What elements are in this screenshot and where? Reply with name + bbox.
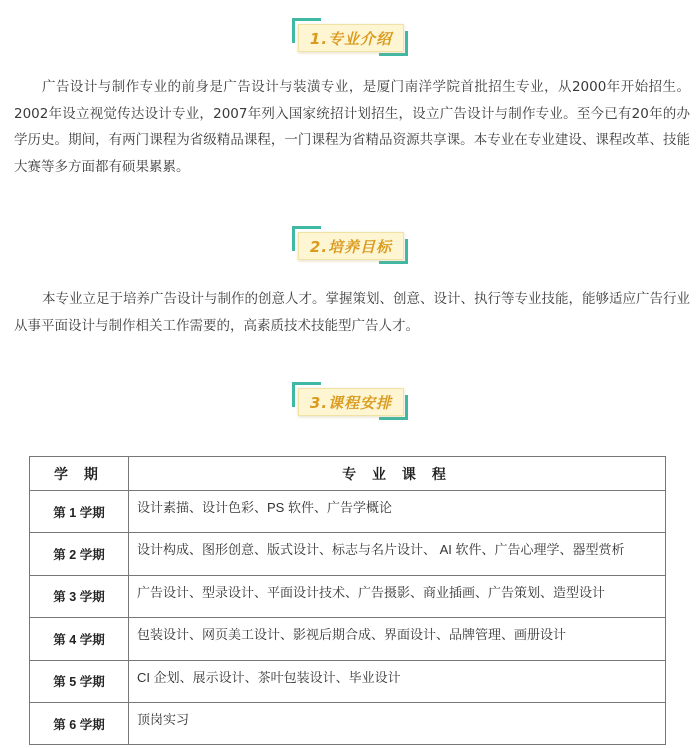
courses-cell: 包装设计、网页美工设计、影视后期合成、界面设计、品牌管理、画册设计 [129, 618, 666, 660]
section-title-box [298, 388, 404, 416]
term-cell: 第 3 学期 [30, 575, 129, 617]
section-header-intro [0, 18, 700, 58]
table-row [30, 702, 666, 744]
table-row [30, 491, 666, 533]
section-badge [292, 382, 408, 420]
term-cell: 第 4 学期 [30, 618, 129, 660]
intro-paragraph: 广告设计与制作专业的前身是广告设计与装潢专业，是厦门南洋学院首批招生专业，从2000年开始招生。2002年设立视觉传达设计专业，2007年列入国家统招计划招生，设立广告设计与制作专业。至今已有20年的办学历史。期间，有两门课程为省级精品课程，一门课程为省精品资源共享课。本专业在专业建设、课程改革、技能大赛等多方面都有硕果累累。 [14, 79, 690, 175]
goal-paragraph: 本专业立足于培养广告设计与制作的创意人才。掌握策划、创意、设计、执行等专业技能，能够适应广告行业从事平面设计与制作相关工作需要的，高素质技术技能型广告人才。 [14, 291, 690, 334]
courses-cell: 顶岗实习 [129, 702, 666, 744]
section-header-goal [0, 226, 700, 266]
courses-column-header: 专 业 课 程 [129, 457, 666, 491]
term-cell: 第 5 学期 [30, 660, 129, 702]
term-cell: 第 1 学期 [30, 491, 129, 533]
table-row [30, 575, 666, 617]
goal-paragraph-block [14, 286, 690, 339]
courses-cell: 设计构成、图形创意、版式设计、标志与名片设计、 AI 软件、广告心理学、器型赏析 [129, 533, 666, 575]
courses-cell: 广告设计、型录设计、平面设计技术、广告摄影、商业插画、广告策划、造型设计 [129, 575, 666, 617]
section-header-courses [0, 382, 700, 422]
section-title: 1.专业介绍 [309, 29, 393, 48]
term-cell: 第 6 学期 [30, 702, 129, 744]
table-row [30, 533, 666, 575]
courses-cell: CI 企划、展示设计、茶叶包装设计、毕业设计 [129, 660, 666, 702]
course-table [29, 456, 666, 745]
table-header-row [30, 457, 666, 491]
table-row [30, 618, 666, 660]
section-title-box [298, 24, 404, 52]
section-badge [292, 18, 408, 56]
term-column-header: 学 期 [30, 457, 129, 491]
intro-paragraph-block [14, 74, 690, 180]
courses-cell: 设计素描、设计色彩、PS 软件、广告学概论 [129, 491, 666, 533]
table-row [30, 660, 666, 702]
section-title: 2.培养目标 [309, 237, 393, 256]
section-title-box [298, 232, 404, 260]
term-cell: 第 2 学期 [30, 533, 129, 575]
section-badge [292, 226, 408, 264]
section-title: 3.课程安排 [309, 393, 393, 412]
